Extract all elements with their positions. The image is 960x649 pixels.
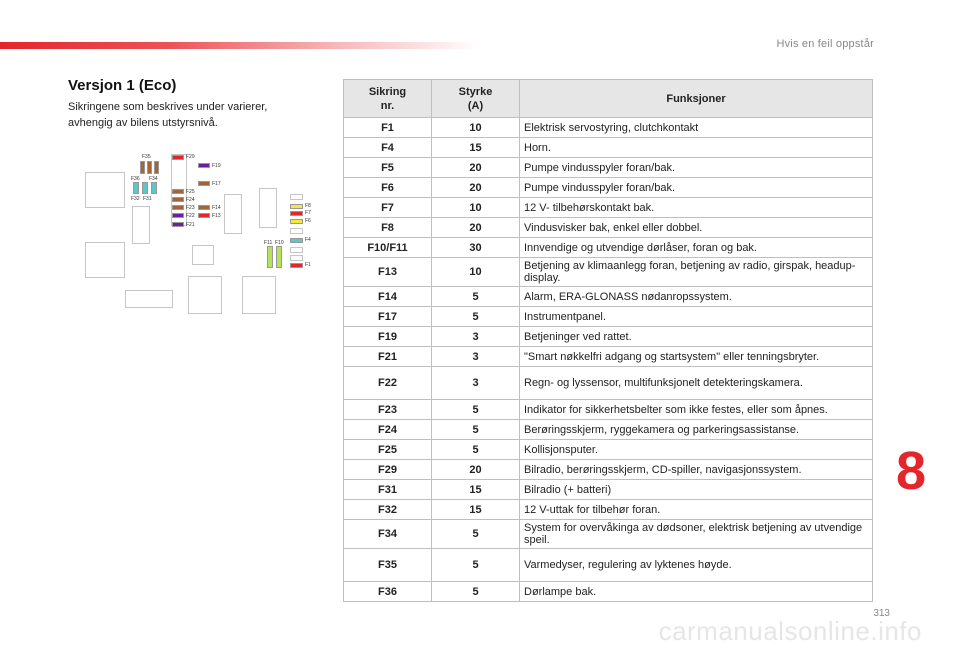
amp-cell: 5 [432,287,520,307]
fuse-f17 [198,181,210,186]
table-row [344,198,873,218]
fuse-label-f36: F36 [131,176,140,182]
fuse-label-f13: F13 [212,213,221,219]
function-cell: 12 V- tilbehørskontakt bak. [520,198,873,218]
fuse-f36 [133,182,139,194]
fuse-label-f11: F11 [264,240,273,246]
amp-cell: 3 [432,347,520,367]
table-row [344,158,873,178]
fuse-f4 [290,238,303,243]
fuse-cell: F36 [344,582,432,602]
fuse-label-f21: F21 [186,222,195,228]
fuse-f10 [276,246,282,268]
fuse-f34 [151,182,157,194]
function-cell: 12 V-uttak for tilbehør foran. [520,500,873,520]
table-header-row [344,80,873,118]
fuse-cell: F24 [344,420,432,440]
amp-cell: 10 [432,118,520,138]
function-cell: Alarm, ERA-GLONASS nødanropssystem. [520,287,873,307]
function-cell: Regn- og lyssensor, multifunksjonelt detekteringskamera. [520,367,873,400]
amp-cell: 30 [432,238,520,258]
amp-cell: 20 [432,158,520,178]
fuse-label-f17: F17 [212,181,221,187]
function-cell: Berøringsskjerm, ryggekamera og parkeringsassistanse. [520,420,873,440]
fuse-f29 [172,155,184,160]
fuse-cell: F21 [344,347,432,367]
table-row [344,118,873,138]
function-cell: Vindusvisker bak, enkel eller dobbel. [520,218,873,238]
fuse-cell: F32 [344,500,432,520]
fuse-label-f14: F14 [212,205,221,211]
fuse-f22 [172,213,184,218]
section-description: Sikringene som beskrives under varierer, avhengig av bilens utstyrsnivå. [68,101,268,129]
fuse-cell: F25 [344,440,432,460]
watermark: carmanualsonline.info [658,616,922,646]
table-row [344,258,873,287]
fuse-f1 [290,263,303,268]
table-row [344,238,873,258]
function-cell: Bilradio, berøringsskjerm, CD-spiller, navigasjonssystem. [520,460,873,480]
table-row [344,582,873,602]
amp-cell: 15 [432,500,520,520]
fuse-f7 [290,211,303,216]
fuse-f13 [198,213,210,218]
fuse-label-f22: F22 [186,213,195,219]
header-amperage-text: Styrke (A) [458,85,493,112]
function-cell: Betjening av klimaanlegg foran, betjening av radio, girspak, headup-display. [520,258,873,287]
component-box [192,245,214,265]
fuse-label-f6: F6 [305,218,311,224]
amp-cell: 5 [432,520,520,549]
table-row [344,218,873,238]
fuse-f14 [198,205,210,210]
fuse-f19 [198,163,210,168]
table-row [344,549,873,582]
table-row [344,307,873,327]
amp-cell: 5 [432,582,520,602]
amp-cell: 5 [432,420,520,440]
fuse-f35c [154,161,159,174]
fuse-f21 [172,222,184,227]
function-cell: Horn. [520,138,873,158]
function-cell: Indikator for sikkerhetsbelter som ikke festes, eller som åpnes. [520,400,873,420]
chapter-title: Hvis en feil oppstår [776,38,874,50]
amp-cell: 20 [432,178,520,198]
fuse-table [343,79,873,602]
function-cell: Varmedyser, regulering av lyktenes høyde. [520,549,873,582]
fuse-f35 [140,161,145,174]
table-row [344,400,873,420]
table-row [344,367,873,400]
table-row [344,420,873,440]
component-box [125,290,173,308]
component-box [132,206,150,244]
fuse-cell: F22 [344,367,432,400]
fuse-cell: F6 [344,178,432,198]
fuse-label-f29: F29 [186,154,195,160]
function-cell: Kollisjonsputer. [520,440,873,460]
amp-cell: 10 [432,258,520,287]
header-accent-bar [0,42,480,49]
function-cell: Bilradio (+ batteri) [520,480,873,500]
component-box [224,194,242,234]
table-row [344,138,873,158]
component-box [85,242,125,278]
amp-cell: 5 [432,400,520,420]
amp-cell: 20 [432,218,520,238]
function-cell: Instrumentpanel. [520,307,873,327]
amp-cell: 10 [432,198,520,218]
fuse-cell: F23 [344,400,432,420]
fuse-label-f23: F23 [186,205,195,211]
function-cell: Dørlampe bak. [520,582,873,602]
section-title: Versjon 1 (Eco) [68,77,177,94]
fuse-cell: F4 [344,138,432,158]
table-row [344,347,873,367]
amp-cell: 15 [432,480,520,500]
fuse-cell: F29 [344,460,432,480]
table-row [344,460,873,480]
page-number: 313 [873,608,890,619]
fuse-cell: F8 [344,218,432,238]
empty-slot [290,255,303,261]
fuse-cell: F17 [344,307,432,327]
fuse-label-f19: F19 [212,163,221,169]
component-box [188,276,222,314]
amp-cell: 3 [432,327,520,347]
fuse-label-f31: F31 [143,196,152,202]
amp-cell: 15 [432,138,520,158]
fuse-f11 [267,246,273,268]
fuse-cell: F19 [344,327,432,347]
fuse-cell: F14 [344,287,432,307]
header-amperage [432,80,520,118]
amp-cell: 5 [432,440,520,460]
fuse-label-f1: F1 [305,262,311,268]
fuse-f35b [147,161,152,174]
fuse-f6 [290,219,303,224]
fuse-label-f32: F32 [131,196,140,202]
function-cell: Elektrisk servostyring, clutchkontakt [520,118,873,138]
fuse-cell: F35 [344,549,432,582]
fuse-label-f8: F8 [305,203,311,209]
fuse-cell: F13 [344,258,432,287]
fuse-cell: F7 [344,198,432,218]
header-fuse-number-text: Sikring nr. [368,85,407,112]
fuse-cell: F10/F11 [344,238,432,258]
function-cell: Pumpe vindusspyler foran/bak. [520,158,873,178]
fuse-f32 [142,182,148,194]
empty-slot [290,247,303,253]
component-box [85,172,125,208]
fuse-cell: F1 [344,118,432,138]
fuse-cell: F31 [344,480,432,500]
amp-cell: 5 [432,549,520,582]
header-fuse-number [344,80,432,118]
function-cell: System for overvåkinga av dødsoner, elektrisk betjening av utvendige speil. [520,520,873,549]
table-row [344,520,873,549]
fuse-label-f24: F24 [186,197,195,203]
table-row [344,440,873,460]
fuse-f25 [172,189,184,194]
amp-cell: 3 [432,367,520,400]
chapter-number: 8 [895,441,927,501]
function-cell: Innvendige og utvendige dørlåser, foran og bak. [520,238,873,258]
empty-slot [290,228,303,234]
table-row [344,178,873,198]
fuse-f24 [172,197,184,202]
fuse-f8 [290,204,303,209]
component-box [242,276,276,314]
function-cell: Betjeninger ved rattet. [520,327,873,347]
table-row [344,327,873,347]
component-box [259,188,277,228]
header-functions: Funksjoner [520,80,873,118]
table-row [344,480,873,500]
fuse-label-f7: F7 [305,210,311,216]
function-cell: "Smart nøkkelfri adgang og startsystem" eller tenningsbryter. [520,347,873,367]
table-row [344,500,873,520]
amp-cell: 5 [432,307,520,327]
fuse-label-f4: F4 [305,237,311,243]
fuse-cell: F34 [344,520,432,549]
fuse-label-f25: F25 [186,189,195,195]
fuse-box-diagram [80,150,320,320]
table-row [344,287,873,307]
fuse-label-f10: F10 [275,240,284,246]
fuse-f23 [172,205,184,210]
fuse-label-f35: F35 [142,154,151,160]
empty-slot [290,194,303,200]
amp-cell: 20 [432,460,520,480]
function-cell: Pumpe vindusspyler foran/bak. [520,178,873,198]
fuse-cell: F5 [344,158,432,178]
fuse-label-f34: F34 [149,176,158,182]
